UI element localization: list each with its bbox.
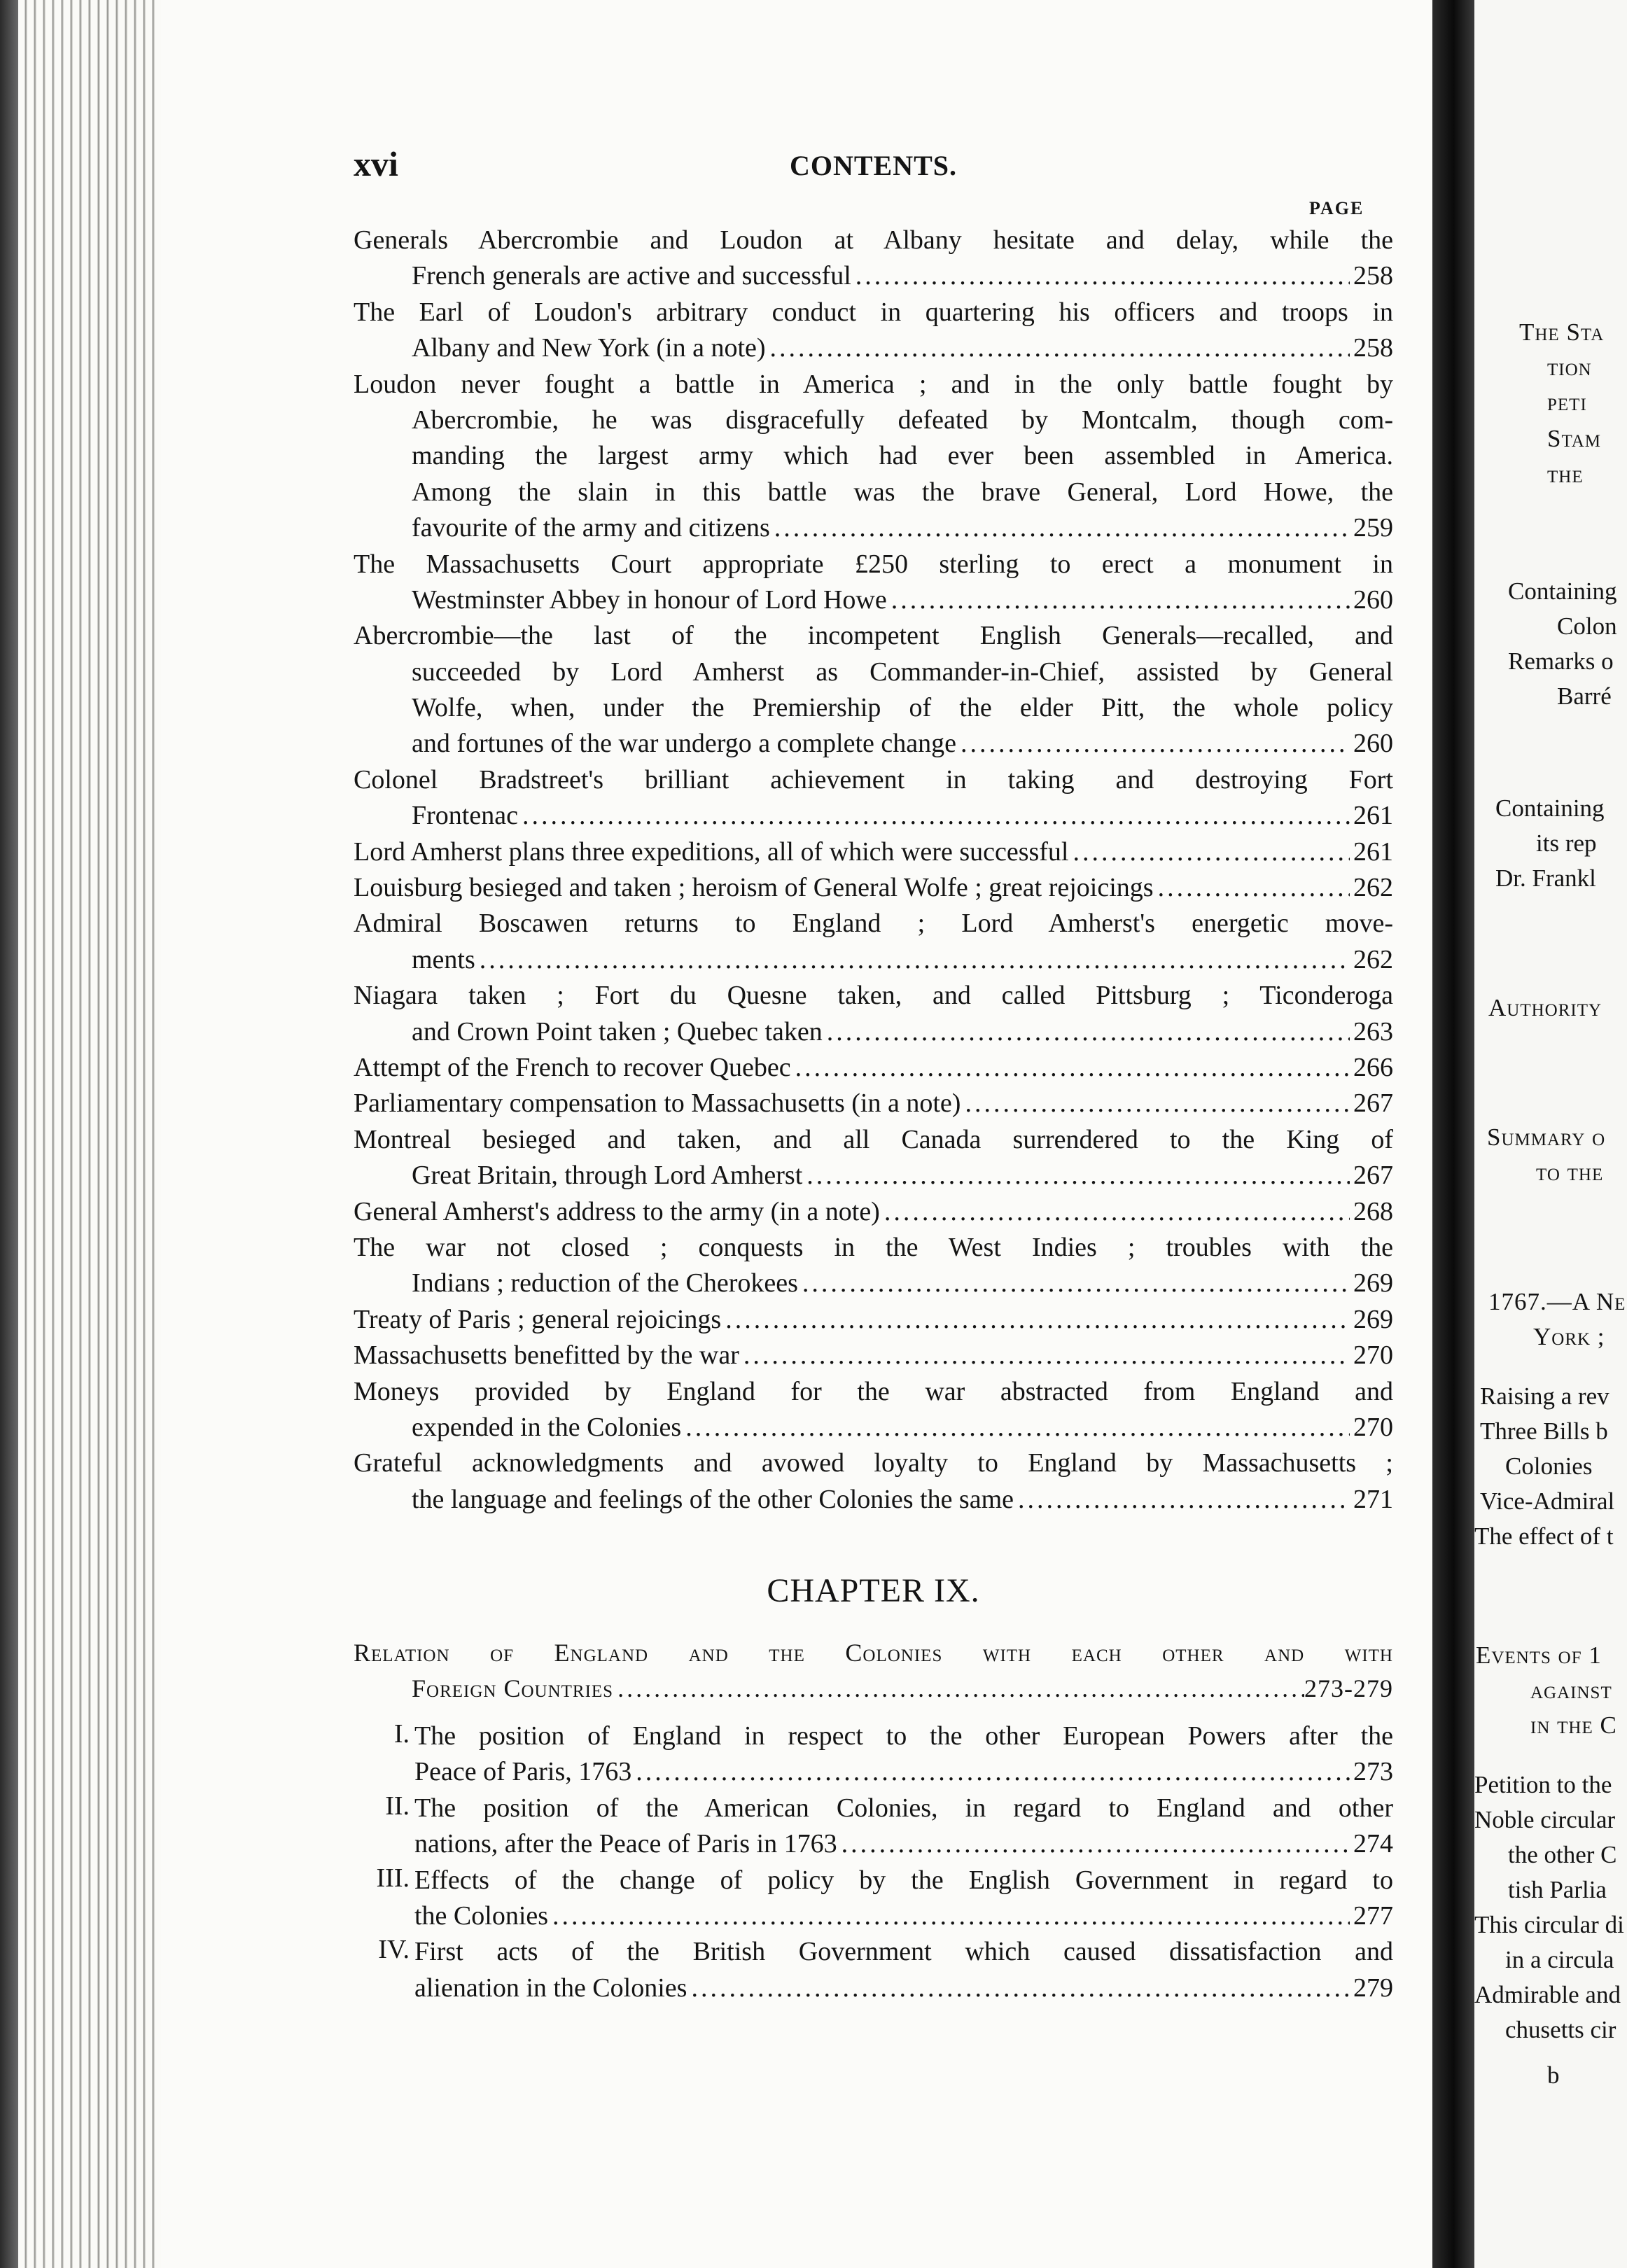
toc-entry-line: Admiral Boscawen returns to England ; Lord Amherst's energetic move- bbox=[354, 909, 1393, 939]
toc-entry bbox=[354, 1338, 1393, 1373]
section-page-number: 277 bbox=[1353, 1900, 1393, 1931]
book-page-edges bbox=[0, 0, 161, 2268]
toc-entry-line: The Massachusetts Court appropriate £250 sterling to erect a monument in bbox=[354, 549, 1393, 579]
section-final-line bbox=[354, 1898, 1393, 1934]
leader-dots bbox=[770, 510, 1350, 546]
toc-page-number: 261 bbox=[1353, 836, 1393, 867]
right-page-fragment: 1767.—A Ne bbox=[1488, 1288, 1626, 1315]
toc-entry-text: expended in the Colonies bbox=[412, 1412, 682, 1442]
section-line: The position of England in respect to the other European Powers after the bbox=[414, 1721, 1393, 1751]
toc-entry-final-line bbox=[354, 510, 1393, 546]
toc-entry-final-line bbox=[354, 834, 1393, 870]
right-page-fragment: peti bbox=[1547, 388, 1587, 416]
toc-entry bbox=[354, 618, 1393, 762]
toc-entry-final-line bbox=[354, 582, 1393, 618]
leader-dots bbox=[791, 1050, 1350, 1086]
right-page-fragment: This circular di bbox=[1474, 1911, 1624, 1938]
toc-page-number: 260 bbox=[1353, 584, 1393, 615]
right-page-fragment: The effect of t bbox=[1474, 1522, 1614, 1550]
right-page-fragment: Petition to the bbox=[1474, 1771, 1612, 1798]
leader-dots bbox=[721, 1302, 1350, 1338]
leader-dots bbox=[823, 1014, 1350, 1050]
section-text: the Colonies bbox=[414, 1900, 549, 1931]
leader-dots bbox=[475, 942, 1350, 978]
section-line: First acts of the British Government which caused dissatisfaction and bbox=[414, 1937, 1393, 1967]
toc-entry-final-line bbox=[354, 1302, 1393, 1338]
toc-entry-text: ments bbox=[412, 944, 475, 974]
leader-dots bbox=[798, 1266, 1350, 1301]
leader-dots bbox=[887, 582, 1350, 618]
toc-page-number: 262 bbox=[1353, 944, 1393, 974]
toc-entry bbox=[354, 906, 1393, 978]
toc-entry-line: Among the slain in this battle was the brave General, Lord Howe, the bbox=[412, 477, 1393, 507]
section-entry bbox=[354, 1934, 1393, 2006]
section-page-number: 274 bbox=[1353, 1829, 1393, 1859]
toc-entry-line: Abercrombie, he was disgracefully defeated by Montcalm, though com- bbox=[412, 405, 1393, 435]
toc-page-number: 259 bbox=[1353, 513, 1393, 543]
leader-dots bbox=[961, 1086, 1350, 1121]
toc-entry bbox=[354, 1086, 1393, 1121]
section-final-line bbox=[354, 1754, 1393, 1790]
right-page-fragment: the other C bbox=[1508, 1841, 1617, 1868]
section-entry-text bbox=[354, 1863, 1393, 1935]
toc-entry-text: Albany and New York (in a note) bbox=[412, 333, 766, 363]
right-page-fragment: tion bbox=[1547, 354, 1592, 381]
right-page-fragment: Raising a rev bbox=[1480, 1382, 1609, 1410]
right-page-fragment: its rep bbox=[1536, 830, 1597, 857]
toc-entry-line: The Earl of Loudon's arbitrary conduct in quartering his officers and troops in bbox=[354, 297, 1393, 327]
right-page-fragment: Colonies bbox=[1505, 1452, 1593, 1480]
toc-entry bbox=[354, 1446, 1393, 1518]
toc-entry-text: Attempt of the French to recover Quebec bbox=[354, 1052, 791, 1082]
leader-dots bbox=[518, 798, 1350, 834]
right-page-fragment: Barré bbox=[1557, 682, 1612, 710]
book-spine-shadow bbox=[0, 0, 18, 2268]
right-page-fragment: in a circula bbox=[1505, 1946, 1614, 1973]
right-page-fragment: Authority bbox=[1488, 994, 1602, 1021]
toc-entry-text: General Amherst's address to the army (in a note) bbox=[354, 1196, 880, 1226]
right-page-fragment: chusetts cir bbox=[1505, 2016, 1616, 2043]
toc-entry-line: Grateful acknowledgments and avowed loyalty to England by Massachusetts ; bbox=[354, 1448, 1393, 1478]
right-page-fragment: Containing bbox=[1508, 578, 1617, 605]
chapter-title-line: Relation of England and the Colonies with each other and with bbox=[354, 1639, 1393, 1667]
toc-entry bbox=[354, 834, 1393, 870]
toc-entry bbox=[354, 762, 1393, 834]
toc-entry-line: succeeded by Lord Amherst as Commander-in-Chief, assisted by General bbox=[412, 657, 1393, 687]
leader-dots bbox=[1069, 834, 1350, 870]
toc-entry-final-line bbox=[354, 726, 1393, 762]
toc-entry bbox=[354, 223, 1393, 295]
toc-entry-line: manding the largest army which had ever been assembled in America. bbox=[412, 441, 1393, 471]
chapter-sections bbox=[354, 1718, 1393, 2006]
chapter-heading: CHAPTER IX. bbox=[767, 1572, 980, 1609]
right-page-fragment: b bbox=[1547, 2062, 1560, 2089]
section-numeral: II. bbox=[385, 1791, 410, 1821]
section-entry-text bbox=[354, 1791, 1393, 1863]
toc-entry bbox=[354, 1194, 1393, 1230]
right-page-fragment: against bbox=[1530, 1676, 1612, 1704]
toc-entry-text: Lord Amherst plans three expeditions, all of which were successful bbox=[354, 836, 1069, 867]
toc-entry-final-line bbox=[354, 1338, 1393, 1373]
section-numeral: III. bbox=[376, 1863, 410, 1893]
toc-entry-line: Colonel Bradstreet's brilliant achievement in taking and destroying Fort bbox=[354, 764, 1393, 794]
toc-entry-text: Great Britain, through Lord Amherst bbox=[412, 1161, 803, 1191]
leader-dots bbox=[687, 1970, 1350, 2006]
leader-dots bbox=[837, 1826, 1350, 1862]
toc-page-number: 266 bbox=[1353, 1052, 1393, 1082]
toc-entry-final-line bbox=[354, 942, 1393, 978]
toc-page-number: 270 bbox=[1353, 1340, 1393, 1371]
toc-entry-text: Louisburg besieged and taken ; heroism of General Wolfe ; great rejoicings bbox=[354, 873, 1154, 903]
toc-page-number: 270 bbox=[1353, 1412, 1393, 1442]
section-entry-text bbox=[354, 1718, 1393, 1791]
chapter-title-block bbox=[354, 1635, 1393, 1707]
toc-entry-final-line bbox=[354, 1086, 1393, 1121]
toc-entry-text: Indians ; reduction of the Cherokees bbox=[412, 1268, 798, 1298]
toc-entry bbox=[354, 1122, 1393, 1194]
toc-entry-text: Massachusetts benefitted by the war bbox=[354, 1340, 739, 1371]
right-page-fragment: Summary o bbox=[1487, 1124, 1606, 1151]
toc-page-number: 258 bbox=[1353, 261, 1393, 291]
section-text: alienation in the Colonies bbox=[414, 1973, 687, 2003]
toc-page-number: 261 bbox=[1353, 801, 1393, 831]
toc-entry bbox=[354, 1050, 1393, 1086]
leader-dots bbox=[766, 330, 1350, 366]
toc-entry-line: Abercrombie—the last of the incompetent English Generals—recalled, and bbox=[354, 621, 1393, 651]
toc-page-number: 258 bbox=[1353, 333, 1393, 363]
toc-page-number: 267 bbox=[1353, 1088, 1393, 1119]
toc-entry bbox=[354, 1302, 1393, 1338]
toc-page-number: 267 bbox=[1353, 1161, 1393, 1191]
toc-entry-text: the language and feelings of the other Colonies the same bbox=[412, 1484, 1014, 1514]
toc-entry-line: Moneys provided by England for the war abstracted from England and bbox=[354, 1376, 1393, 1406]
toc-entry bbox=[354, 870, 1393, 906]
chapter-page-range: 273-279 bbox=[1304, 1674, 1393, 1703]
right-page-fragment: tish Parlia bbox=[1508, 1876, 1607, 1903]
toc-entry-text: and Crown Point taken ; Quebec taken bbox=[412, 1016, 823, 1046]
toc-page-number: 271 bbox=[1353, 1484, 1393, 1514]
toc-entry-final-line bbox=[354, 1266, 1393, 1301]
toc-entry bbox=[354, 1230, 1393, 1302]
toc-page-number: 269 bbox=[1353, 1304, 1393, 1334]
toc-entry-final-line bbox=[354, 798, 1393, 834]
section-entry bbox=[354, 1718, 1393, 1791]
toc-entry-line: Loudon never fought a battle in America ; and in the only battle fought by bbox=[354, 369, 1393, 399]
toc-entry-line: Montreal besieged and taken, and all Canada surrendered to the King of bbox=[354, 1124, 1393, 1154]
right-page-fragment: Three Bills b bbox=[1480, 1418, 1608, 1445]
chapter-title-text: Foreign Countries bbox=[412, 1674, 614, 1703]
section-line: The position of the American Colonies, in regard to England and other bbox=[414, 1793, 1393, 1823]
toc-entry-text: Westminster Abbey in honour of Lord Howe bbox=[412, 584, 887, 615]
toc-entry-final-line bbox=[354, 870, 1393, 906]
toc-page-number: 262 bbox=[1353, 873, 1393, 903]
right-page-fragment: in the C bbox=[1530, 1712, 1617, 1739]
leader-dots bbox=[1154, 870, 1350, 906]
right-page-fragment: Vice-Admiral bbox=[1480, 1488, 1615, 1515]
right-page-fragment: York ; bbox=[1533, 1323, 1605, 1350]
toc-entry-line: The war not closed ; conquests in the West Indies ; troubles with the bbox=[354, 1232, 1393, 1262]
section-numeral: I. bbox=[393, 1719, 410, 1749]
book-gutter bbox=[1432, 0, 1474, 2268]
leader-dots bbox=[956, 726, 1350, 762]
section-final-line bbox=[354, 1826, 1393, 1862]
leader-dots bbox=[613, 1671, 1304, 1707]
right-page-fragment: The Sta bbox=[1519, 318, 1605, 346]
leader-dots bbox=[548, 1898, 1350, 1934]
toc-entry-final-line bbox=[354, 1482, 1393, 1518]
toc-entry-final-line bbox=[354, 1194, 1393, 1230]
toc-entry bbox=[354, 978, 1393, 1050]
leader-dots bbox=[681, 1410, 1350, 1446]
leader-dots bbox=[739, 1338, 1350, 1373]
toc-entry-final-line bbox=[354, 1158, 1393, 1194]
right-page-fragment: the bbox=[1547, 461, 1584, 488]
contents-entries bbox=[354, 223, 1393, 1518]
page-number: xvi bbox=[354, 144, 398, 183]
right-page-fragment: Dr. Frankl bbox=[1495, 864, 1596, 892]
leader-dots bbox=[880, 1194, 1350, 1230]
section-page-number: 279 bbox=[1353, 1973, 1393, 2003]
right-page-fragment: Stam bbox=[1547, 425, 1602, 452]
toc-page-number: 268 bbox=[1353, 1196, 1393, 1226]
toc-entry-line: Niagara taken ; Fort du Quesne taken, and called Pittsburg ; Ticonderoga bbox=[354, 981, 1393, 1011]
right-page-fragment: Remarks o bbox=[1508, 648, 1614, 675]
right-page-partial bbox=[1474, 0, 1627, 2268]
toc-entry-text: French generals are active and successful bbox=[412, 261, 851, 291]
toc-entry-text: Treaty of Paris ; general rejoicings bbox=[354, 1304, 722, 1334]
toc-entry bbox=[354, 547, 1393, 619]
toc-entry-text: and fortunes of the war undergo a complete change bbox=[412, 729, 956, 759]
chapter-title-final-line bbox=[354, 1671, 1393, 1707]
section-numeral: IV. bbox=[378, 1935, 410, 1965]
toc-page-number: 263 bbox=[1353, 1016, 1393, 1046]
section-entry-text bbox=[354, 1934, 1393, 2006]
toc-entry-text: favourite of the army and citizens bbox=[412, 513, 770, 543]
running-title: CONTENTS. bbox=[789, 150, 958, 181]
leader-dots bbox=[802, 1158, 1350, 1194]
section-final-line bbox=[354, 1970, 1393, 2006]
right-page-fragment: Events of 1 bbox=[1476, 1642, 1602, 1669]
toc-entry bbox=[354, 295, 1393, 367]
toc-entry-final-line bbox=[354, 258, 1393, 294]
toc-entry-final-line bbox=[354, 1050, 1393, 1086]
leader-dots bbox=[1014, 1482, 1350, 1518]
toc-entry-text: Frontenac bbox=[412, 801, 518, 831]
toc-entry-line: Wolfe, when, under the Premiership of the elder Pitt, the whole policy bbox=[412, 693, 1393, 723]
section-entry bbox=[354, 1791, 1393, 1863]
leader-dots bbox=[631, 1754, 1350, 1790]
right-page-fragment: Colon bbox=[1557, 612, 1617, 640]
toc-page-number: 260 bbox=[1353, 729, 1393, 759]
section-page-number: 273 bbox=[1353, 1757, 1393, 1787]
right-page-fragment: Noble circular bbox=[1474, 1806, 1616, 1833]
toc-page-number: 269 bbox=[1353, 1268, 1393, 1298]
toc-entry-line: Generals Abercrombie and Loudon at Albany hesitate and delay, while the bbox=[354, 225, 1393, 255]
leader-dots bbox=[851, 258, 1350, 294]
section-text: nations, after the Peace of Paris in 1763 bbox=[414, 1829, 837, 1859]
toc-entry-final-line bbox=[354, 1410, 1393, 1446]
section-entry bbox=[354, 1863, 1393, 1935]
toc-entry-text: Parliamentary compensation to Massachusetts (in a note) bbox=[354, 1088, 961, 1119]
right-page-fragment: Containing bbox=[1495, 794, 1605, 822]
page-header bbox=[354, 144, 1393, 186]
right-page-fragment: Admirable and bbox=[1474, 1981, 1621, 2008]
toc-entry-final-line bbox=[354, 330, 1393, 366]
page-column-label: PAGE bbox=[1309, 198, 1364, 218]
section-line: Effects of the change of policy by the English Government in regard to bbox=[414, 1865, 1393, 1895]
toc-entry-final-line bbox=[354, 1014, 1393, 1050]
section-text: Peace of Paris, 1763 bbox=[414, 1757, 632, 1787]
toc-entry bbox=[354, 367, 1393, 547]
right-page-fragment: to the bbox=[1536, 1158, 1604, 1186]
toc-entry bbox=[354, 1374, 1393, 1446]
